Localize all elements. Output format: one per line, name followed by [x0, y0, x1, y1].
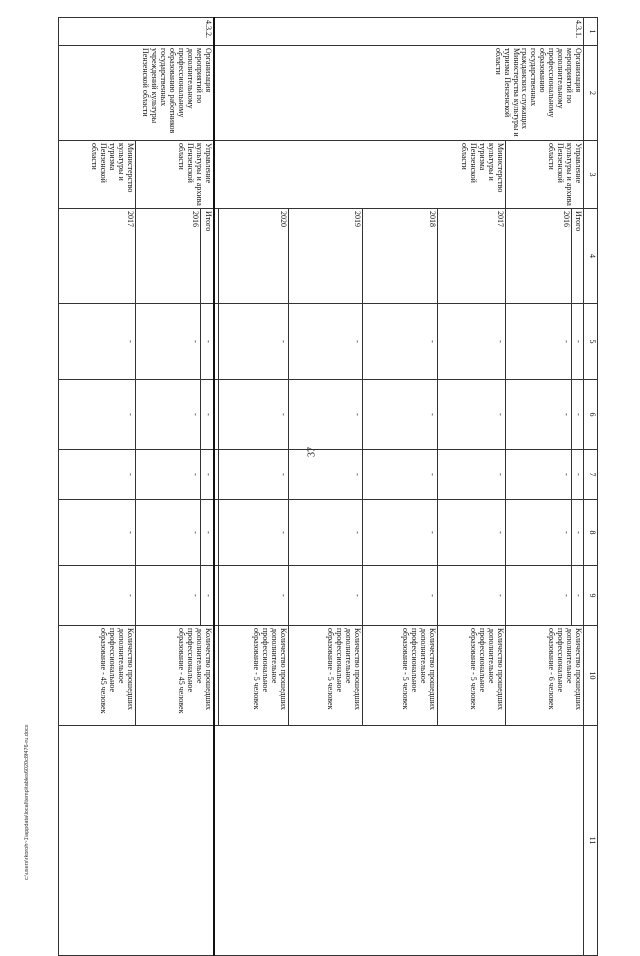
dash-cell: -: [59, 566, 136, 626]
year: 2017: [59, 209, 136, 304]
dash-cell: -: [59, 380, 136, 450]
dash-cell: -: [505, 500, 571, 566]
dash-cell: -: [505, 450, 571, 500]
col-11-empty: [214, 726, 584, 956]
organization: Управление культуры и архива Пензенской области: [135, 141, 214, 209]
dash-cell: -: [218, 500, 288, 566]
event-name: Организация мероприятий по дополнительному профессиональному образованию работников государственных учреждений культуры Пензенской области: [59, 46, 215, 141]
dash-cell: -: [571, 380, 584, 450]
header-col-8: 8: [584, 500, 598, 566]
header-col-3: 3: [584, 141, 598, 209]
total-label: Итого: [201, 209, 214, 304]
dash-cell: -: [135, 500, 201, 566]
event-name: Организация мероприятий по дополнительному профессиональному образованию государственных гражданских служащих Министерства культуры и туризма Пензенской области: [214, 46, 584, 141]
dash-cell: -: [363, 380, 437, 450]
dash-cell: -: [135, 566, 201, 626]
organization: Министерство культуры и туризма Пензенской области: [214, 141, 505, 209]
dash-cell: -: [218, 380, 288, 450]
dash-cell: -: [437, 450, 505, 500]
year: 2016: [135, 209, 201, 304]
year: 2017: [437, 209, 505, 304]
dash-cell: -: [218, 450, 288, 500]
header-col-1: 1: [584, 18, 598, 46]
indicator: Количество прошедших дополнительное профессиональное образование - 5 человек: [363, 626, 437, 726]
page-number: 37: [306, 447, 318, 457]
dash-cell: -: [571, 450, 584, 500]
dash-cell: -: [201, 566, 214, 626]
dash-cell: -: [363, 304, 437, 380]
row-4-3-2-total: [201, 18, 214, 956]
header-col-4: 4: [584, 209, 598, 304]
header-col-7: 7: [584, 450, 598, 500]
dash-cell: -: [201, 380, 214, 450]
header-col-9: 9: [584, 566, 598, 626]
header-col-6: 6: [584, 380, 598, 450]
year: 2019: [288, 209, 362, 304]
organization: Министерство культуры и туризма Пензенской области: [59, 141, 136, 209]
dash-cell: -: [505, 304, 571, 380]
row-4-3-1-total: [571, 18, 584, 956]
dash-cell: -: [59, 304, 136, 380]
header-col-5: 5: [584, 304, 598, 380]
header-col-11: 11: [584, 726, 598, 956]
header-row: [584, 18, 598, 956]
year: 2018: [363, 209, 437, 304]
dash-cell: -: [437, 304, 505, 380]
dash-cell: -: [363, 566, 437, 626]
dash-cell: -: [437, 500, 505, 566]
dash-cell: -: [288, 566, 362, 626]
dash-cell: -: [218, 304, 288, 380]
dash-cell: -: [59, 450, 136, 500]
header-col-10: 10: [584, 626, 598, 726]
dash-cell: -: [135, 450, 201, 500]
dash-cell: -: [288, 500, 362, 566]
dash-cell: -: [505, 380, 571, 450]
dash-cell: -: [135, 380, 201, 450]
indicator: Количество прошедших дополнительное профессиональное образование - 6 человек: [505, 626, 584, 726]
dash-cell: -: [59, 500, 136, 566]
indicator: Количество прошедших дополнительное профессиональное образование - 5 человек: [437, 626, 505, 726]
dash-cell: -: [288, 450, 362, 500]
dash-cell: -: [363, 500, 437, 566]
program-table: [58, 17, 598, 887]
indicator: Количество прошедших дополнительное профессиональное образование - 45 человек: [135, 626, 214, 726]
dash-cell: -: [201, 304, 214, 380]
organization: Управление культуры и архива Пензенской области: [505, 141, 584, 209]
total-label: Итого: [571, 209, 584, 304]
dash-cell: -: [218, 566, 288, 626]
dash-cell: -: [288, 380, 362, 450]
dash-cell: -: [135, 304, 201, 380]
dash-cell: -: [437, 566, 505, 626]
row-number: 4.3.1.: [214, 18, 584, 46]
dash-cell: -: [201, 450, 214, 500]
dash-cell: -: [363, 450, 437, 500]
indicator: Количество прошедших дополнительное профессиональное образование - 45 человек: [59, 626, 136, 726]
row-number: 4.3.2.: [59, 18, 215, 46]
dash-cell: -: [505, 566, 571, 626]
year: 2016: [505, 209, 571, 304]
year: 2020: [218, 209, 288, 304]
col-11-empty: [59, 726, 215, 956]
dash-cell: -: [201, 500, 214, 566]
header-col-2: 2: [584, 46, 598, 141]
dash-cell: -: [437, 380, 505, 450]
indicator: Количество прошедших дополнительное профессиональное образование - 5 человек: [218, 626, 288, 726]
dash-cell: -: [571, 566, 584, 626]
dash-cell: -: [571, 304, 584, 380]
indicator: Количество прошедших дополнительное профессиональное образование - 5 человек: [288, 626, 362, 726]
file-path-footer: c:\users\rkoroh~1\appdata\local\temp\tables6020c8f476-ru.docx: [24, 724, 30, 880]
dash-cell: -: [288, 304, 362, 380]
dash-cell: -: [571, 500, 584, 566]
